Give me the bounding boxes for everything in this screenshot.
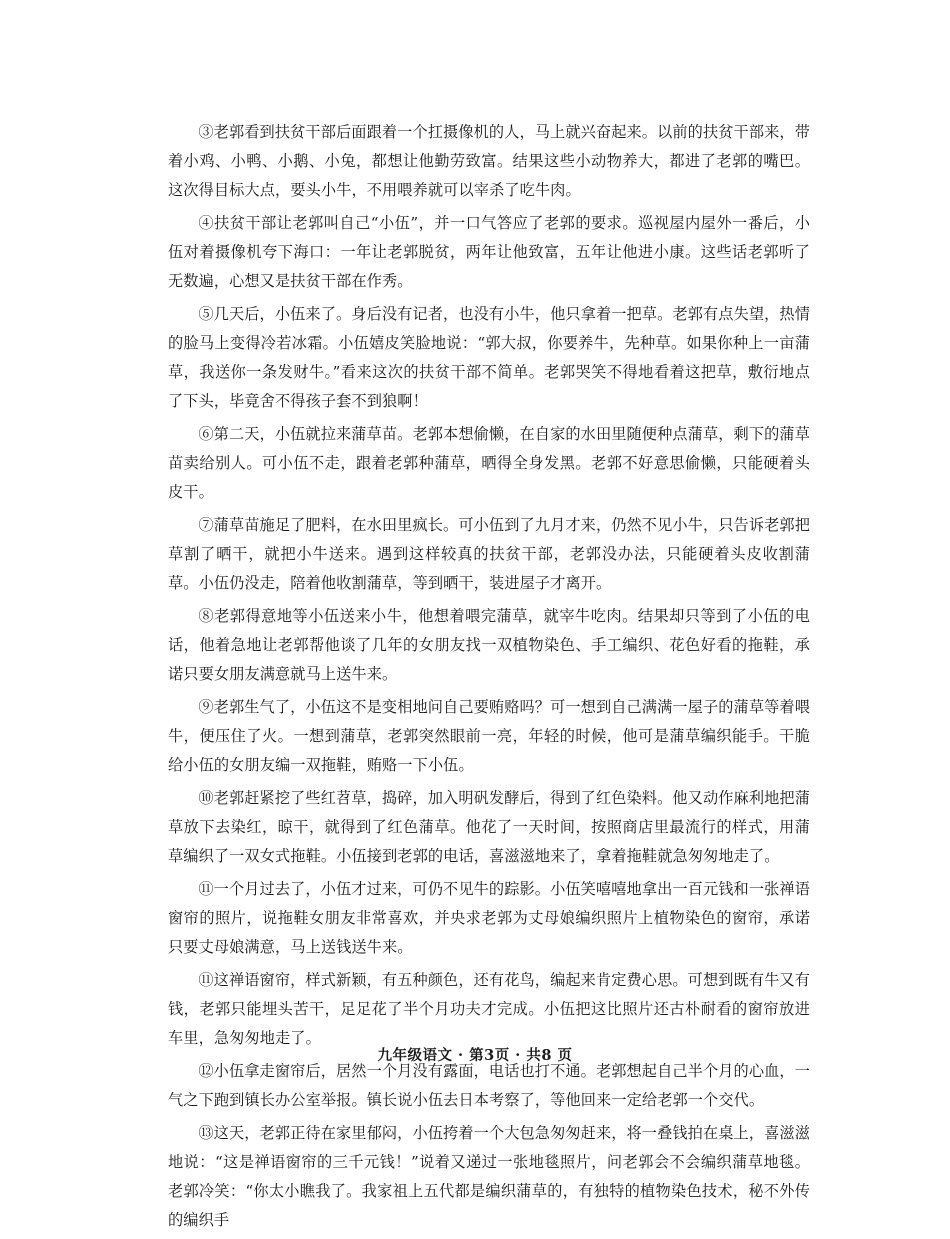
paragraph-5: ⑤几天后，小伍来了。身后没有记者，也没有小牛，他只拿着一把草。老郭有点失望，热情的脸马上变得冷若冰霜。小伍嬉皮笑脸地说：“郭大叔，你要养牛，先种草。如果你种上一亩蒲草，我送你一条发财牛。”看来这次的扶贫干部不简单。老郭哭笑不得地看着这把草，敷衍地点了下头，毕竟舍不得孩子套不到狼啊！ xyxy=(168,305,810,410)
paragraph-11b: ⑪这禅语窗帘，样式新颖，有五种颜色，还有花鸟，编起来肯定费心思。可想到既有牛又有钱，老郭只能埋头苦干，足足花了半个月功夫才完成。小伍把这比照片还古朴耐看的窗帘放进车里，急匆匆地走了。 xyxy=(168,971,810,1047)
paragraph-9: ⑨老郭生气了，小伍这不是变相地问自己要贿赂吗？可一想到自己满满一屋子的蒲草等着喂牛，便压住了火。一想到蒲草，老郭突然眼前一亮，年轻的时候，他可是蒲草编织能手。干脆给小伍的女朋友编一双拖鞋，贿赂一下小伍。 xyxy=(168,698,810,774)
paragraph-4: ④扶贫干部让老郭叫自己“小伍”，并一口气答应了老郭的要求。巡视屋内屋外一番后，小伍对着摄像机夸下海口：一年让老郭脱贫，两年让他致富，五年让他进小康。这些话老郭听了无数遍，心想又是扶贫干部在作秀。 xyxy=(168,214,810,290)
paragraph-10: ⑩老郭赶紧挖了些红苕草，捣碎，加入明矾发酵后，得到了红色染料。他又动作麻利地把蒲草放下去染红，晾干，就得到了红色蒲草。他花了一天时间，按照商店里最流行的样式，用蒲草编织了一双女式拖鞋。小伍接到老郭的电话，喜滋滋地来了，拿着拖鞋就急匆匆地走了。 xyxy=(168,789,810,865)
page-footer: 九年级语文 · 第3页 · 共8 页 xyxy=(377,1047,573,1064)
paragraph-6: ⑥第二天，小伍就拉来蒲草苗。老郭本想偷懒，在自家的水田里随便种点蒲草，剩下的蒲草苗卖给别人。可小伍不走，跟着老郭种蒲草，晒得全身发黑。老郭不好意思偷懒，只能硬着头皮干。 xyxy=(168,425,810,501)
paragraph-7: ⑦蒲草苗施足了肥料，在水田里疯长。可小伍到了九月才来，仍然不见小牛，只告诉老郭把草割了晒干，就把小牛送来。遇到这样较真的扶贫干部，老郭没办法，只能硬着头皮收割蒲草。小伍仍没走，陪着他收割蒲草，等到晒干，装进屋子才离开。 xyxy=(168,516,810,592)
paragraph-3: ③老郭看到扶贫干部后面跟着一个扛摄像机的人，马上就兴奋起来。以前的扶贫干部来，带着小鸡、小鸭、小鹅、小兔，都想让他勤劳致富。结果这些小动物养大，都进了老郭的嘴巴。这次得目标大点，要头小牛，不用喂养就可以宰杀了吃牛肉。 xyxy=(168,123,810,199)
paragraph-8: ⑧老郭得意地等小伍送来小牛，他想着喂完蒲草，就宰牛吃肉。结果却只等到了小伍的电话，他着急地让老郭帮他谈了几年的女朋友找一双植物染色、手工编织、花色好看的拖鞋，承诺只要女朋友满意就马上送牛来。 xyxy=(168,607,810,683)
paragraph-13: ⑬这天，老郭正待在家里郁闷，小伍挎着一个大包急匆匆赶来，将一叠钱拍在桌上，喜滋滋地说：“这是禅语窗帘的三千元钱！”说着又递过一张地毯照片，问老郭会不会编织蒲草地毯。老郭冷笑：“你太小瞧我了。我家祖上五代都是编织蒲草的，有独特的植物染色技术，秘不外传的编织手 xyxy=(168,1124,810,1229)
document-body xyxy=(168,118,810,1239)
paragraph-12: ⑫小伍拿走窗帘后，居然一个月没有露面，电话也打不通。老郭想起自己半个月的心血，一气之下跑到镇长办公室举报。镇长说小伍去日本考察了，等他回来一定给老郭一个交代。 xyxy=(168,1062,810,1109)
paragraph-11a: ⑪一个月过去了，小伍才过来，可仍不见牛的踪影。小伍笑嘻嘻地拿出一百元钱和一张禅语窗帘的照片，说拖鞋女朋友非常喜欢，并央求老郭为丈母娘编织照片上植物染色的窗帘，承诺只要丈母娘满意，马上送钱送牛来。 xyxy=(168,880,810,956)
